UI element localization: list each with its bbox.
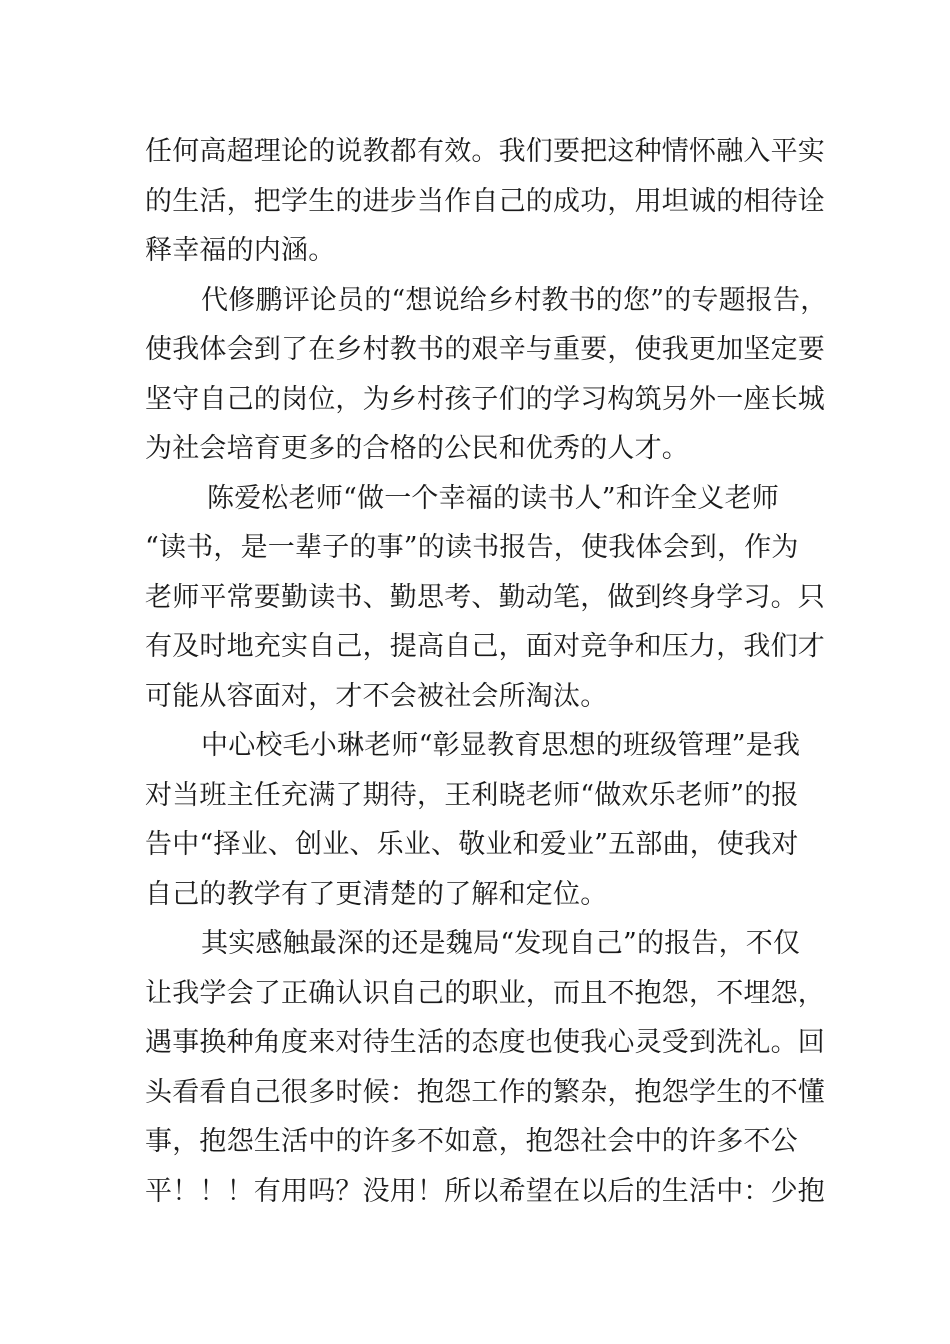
paragraph-1 bbox=[145, 127, 825, 276]
paragraph-4 bbox=[145, 721, 810, 919]
document-body bbox=[145, 127, 828, 1216]
paragraph-line: 陈爱松老师“做一个幸福的读书人”和许全义老师 bbox=[207, 482, 780, 514]
paragraph-line: 对当班主任充满了期待，王利晓老师“做欢乐老师”的报 bbox=[145, 779, 799, 811]
paragraph-line: 使我体会到了在乡村教书的艰辛与重要，使我更加坚定要 bbox=[145, 334, 825, 365]
paragraph-line: 平！！！有用吗？没用！所以希望在以后的生活中：少抱 bbox=[145, 1175, 825, 1207]
paragraph-5 bbox=[145, 919, 825, 1216]
paragraph-line: 其实感触最深的还是魏局“发现自己”的报告，不仅 bbox=[201, 928, 801, 959]
paragraph-line: 事，抱怨生活中的许多不如意，抱怨社会中的许多不公 bbox=[145, 1126, 798, 1157]
paragraph-line: 中心校毛小琳老师“彰显教育思想的班级管理”是我 bbox=[201, 730, 801, 761]
paragraph-line: 的生活，把学生的进步当作自己的成功，用坦诚的相待诠 bbox=[145, 185, 825, 217]
paragraph-line: 可能从容面对，才不会被社会所淘汰。 bbox=[145, 680, 608, 712]
paragraph-line: 让我学会了正确认识自己的职业，而且不抱怨，不埋怨， bbox=[145, 977, 825, 1009]
paragraph-line: 告中“择业、创业、乐业、敬业和爱业”五部曲，使我对 bbox=[145, 829, 799, 860]
paragraph-line: 任何高超理论的说教都有效。我们要把这种情怀融入平实 bbox=[145, 136, 825, 167]
paragraph-line: 老师平常要勤读书、勤思考、勤动笔，做到终身学习。只 bbox=[145, 581, 825, 613]
paragraph-line: 有及时地充实自己，提高自己，面对竞争和压力，我们才 bbox=[145, 631, 825, 662]
paragraph-line: 代修鹏评论员的“想说给乡村教书的您”的专题报告， bbox=[201, 284, 828, 316]
paragraph-line: 头看看自己很多时候：抱怨工作的繁杂，抱怨学生的不懂 bbox=[145, 1076, 825, 1108]
paragraph-line: 释幸福的内涵。 bbox=[145, 235, 336, 266]
paragraph-2 bbox=[145, 276, 828, 474]
paragraph-line: 为社会培育更多的合格的公民和优秀的人才。 bbox=[145, 433, 689, 464]
paragraph-line: 自己的教学有了更清楚的了解和定位。 bbox=[145, 878, 608, 910]
paragraph-line: 遇事换种角度来对待生活的态度也使我心灵受到洗礼。回 bbox=[145, 1027, 825, 1058]
paragraph-line: 坚守自己的岗位，为乡村孩子们的学习构筑另外一座长城 bbox=[145, 383, 825, 415]
paragraph-line: “读书，是一辈子的事”的读书报告，使我体会到，作为 bbox=[145, 532, 799, 563]
paragraph-3 bbox=[145, 474, 825, 722]
